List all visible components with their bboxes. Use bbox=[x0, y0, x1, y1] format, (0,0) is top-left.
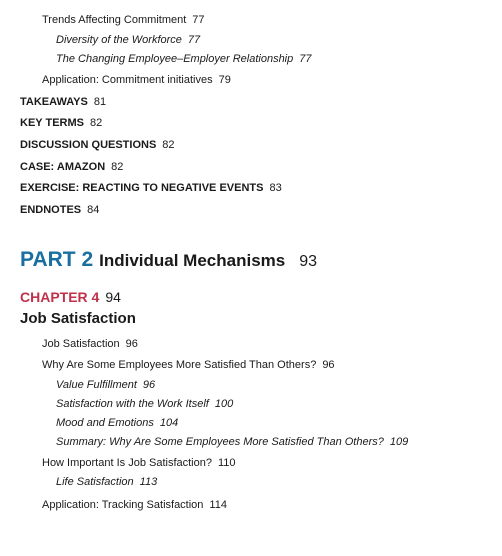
toc-subentry bbox=[56, 435, 408, 449]
toc-entry-page: 100 bbox=[214, 398, 234, 410]
toc-entry-title: Trends Affecting Commitment bbox=[42, 14, 187, 26]
toc-entry-page: 84 bbox=[87, 204, 100, 216]
toc-entry-title: Value Fulfillment bbox=[56, 379, 137, 391]
toc-entry bbox=[42, 456, 236, 470]
toc-entry-title: Mood and Emotions bbox=[56, 417, 154, 429]
toc-back-matter bbox=[20, 160, 123, 174]
toc-entry-title: DISCUSSION QUESTIONS bbox=[20, 139, 157, 151]
toc-entry bbox=[42, 498, 227, 512]
toc-entry-title: KEY TERMS bbox=[20, 117, 84, 129]
toc-entry-page: 114 bbox=[209, 499, 227, 511]
toc-back-matter bbox=[20, 181, 282, 195]
toc-back-matter bbox=[20, 95, 106, 109]
toc-entry-page: 113 bbox=[139, 476, 158, 488]
toc-entry-title: Job Satisfaction bbox=[42, 338, 120, 350]
chapter-title: Job Satisfaction bbox=[20, 310, 136, 327]
chapter-page: 94 bbox=[105, 289, 121, 305]
toc-entry-page: 110 bbox=[217, 457, 236, 469]
toc-entry-page: 96 bbox=[125, 338, 138, 350]
toc-subentry bbox=[56, 416, 178, 430]
toc-back-matter bbox=[20, 116, 102, 130]
toc-subentry bbox=[56, 397, 233, 411]
toc-entry-page: 77 bbox=[187, 34, 201, 46]
toc-entry-title: The Changing Employee–Employer Relationship bbox=[56, 53, 294, 65]
chapter-label: CHAPTER 4 bbox=[20, 289, 100, 305]
toc-entry-title: Application: Tracking Satisfaction bbox=[42, 499, 204, 511]
toc-entry-title: Satisfaction with the Work Itself bbox=[56, 398, 209, 410]
toc-entry-title: CASE: AMAZON bbox=[20, 161, 106, 173]
part-label: PART 2 bbox=[20, 248, 94, 271]
toc-entry-title: EXERCISE: REACTING TO NEGATIVE EVENTS bbox=[20, 182, 264, 194]
toc-entry-page: 82 bbox=[89, 117, 103, 129]
toc-entry-page: 104 bbox=[159, 417, 179, 429]
toc-subentry bbox=[56, 378, 155, 392]
toc-entry bbox=[42, 73, 231, 87]
toc-entry-page: 96 bbox=[322, 359, 335, 371]
toc-back-matter bbox=[20, 203, 99, 217]
toc-entry-title: Life Satisfaction bbox=[56, 476, 134, 488]
toc-back-matter bbox=[20, 138, 175, 152]
toc-subentry bbox=[56, 52, 312, 66]
toc-entry-title: How Important Is Job Satisfaction? bbox=[42, 457, 212, 469]
toc-entry-page: 96 bbox=[142, 379, 156, 391]
toc-entry-page: 77 bbox=[299, 53, 312, 65]
toc-subentry bbox=[56, 475, 157, 489]
toc-entry bbox=[42, 337, 138, 351]
toc-entry bbox=[42, 13, 205, 27]
toc-entry-title: Summary: Why Are Some Employees More Satisfied Than Others? bbox=[56, 436, 384, 448]
toc-entry-title: Application: Commitment initiatives bbox=[42, 74, 213, 86]
toc-entry-page: 81 bbox=[93, 96, 107, 108]
toc-entry-title: Diversity of the Workforce bbox=[56, 34, 182, 46]
part-title: Individual Mechanisms bbox=[99, 251, 286, 270]
toc-entry-page: 82 bbox=[111, 161, 124, 173]
toc-entry-page: 82 bbox=[162, 139, 175, 151]
part-page: 93 bbox=[299, 253, 318, 270]
toc-entry-title: Why Are Some Employees More Satisfied Than Others? bbox=[42, 359, 317, 371]
toc-entry-page: 109 bbox=[389, 436, 409, 448]
toc-entry-page: 79 bbox=[218, 74, 231, 86]
toc-entry-title: ENDNOTES bbox=[20, 204, 82, 216]
toc-entry-title: TAKEAWAYS bbox=[20, 96, 88, 108]
toc-entry-page: 83 bbox=[269, 182, 282, 194]
toc-entry-page: 77 bbox=[192, 14, 205, 26]
toc-entry bbox=[42, 358, 335, 372]
toc-subentry bbox=[56, 33, 200, 47]
part-heading bbox=[20, 248, 317, 272]
chapter-heading bbox=[20, 289, 121, 307]
